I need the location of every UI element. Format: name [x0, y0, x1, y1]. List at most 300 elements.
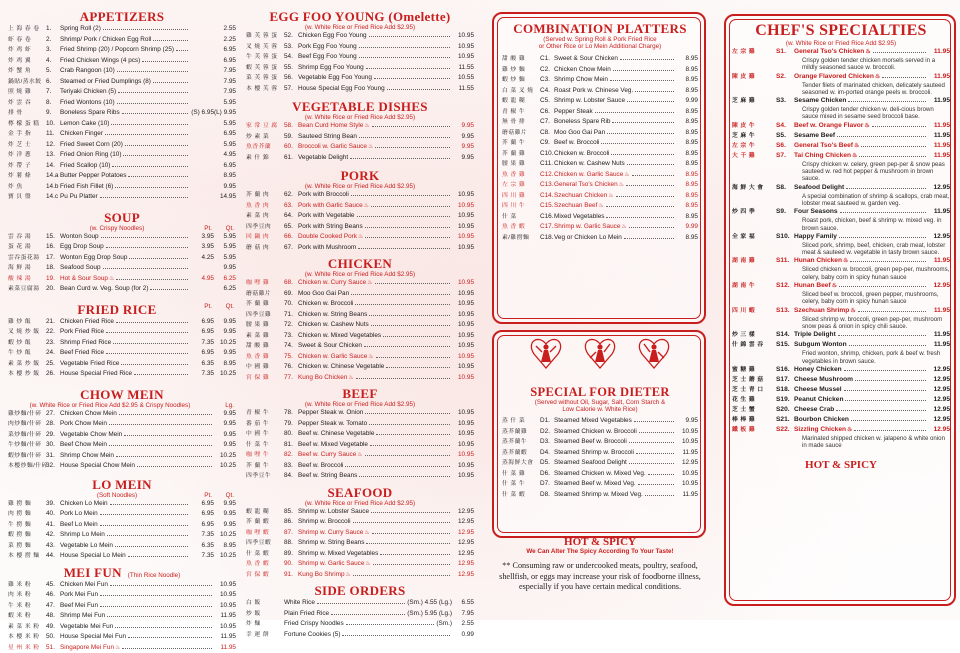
item-code: 41.: [46, 520, 60, 530]
menu-item-row[interactable]: [8, 129, 236, 140]
item-name: House Special Fried Rice: [60, 369, 132, 379]
item-code: C11.: [540, 159, 554, 169]
menu-item-row[interactable]: [8, 108, 236, 119]
chef-item-row[interactable]: [732, 415, 950, 425]
menu-item-row[interactable]: [8, 430, 236, 441]
menu-item-row[interactable]: [502, 212, 698, 223]
leader-dots: [353, 518, 450, 523]
chinese-name: 咖 哩 雞: [246, 279, 284, 289]
menu-item-row[interactable]: [8, 643, 236, 653]
menu-item-row[interactable]: [502, 149, 698, 160]
item-code: C16.: [540, 212, 554, 222]
chef-item: [732, 131, 950, 141]
item-code: 8.: [46, 98, 60, 108]
menu-item-row[interactable]: [8, 35, 236, 46]
chicken-title: CHICKEN: [246, 257, 474, 271]
item-code: S16.: [776, 365, 794, 374]
item-name: Shrimp w. String Beans: [298, 538, 364, 548]
leader-dots: [359, 133, 450, 138]
menu-item-row[interactable]: [502, 490, 698, 501]
menu-item-row[interactable]: [8, 98, 236, 109]
menu-item-row[interactable]: [8, 24, 236, 35]
item-name: Szechuan Shrimp: [794, 306, 849, 315]
menu-item-row[interactable]: [8, 369, 236, 380]
item-name: Steamed Chicken w. Broccoli: [554, 427, 637, 437]
price: 4.95: [214, 150, 236, 160]
menu-item-row[interactable]: [8, 317, 236, 328]
menu-item-row[interactable]: [502, 437, 698, 448]
menu-item-row[interactable]: [246, 190, 474, 201]
leader-dots: [153, 78, 188, 83]
menu-item-row[interactable]: [246, 289, 474, 300]
menu-item-row[interactable]: [8, 327, 236, 338]
menu-item-row[interactable]: [8, 580, 236, 591]
chinese-name: 咖 哩 蝦: [246, 529, 284, 539]
menu-item-row[interactable]: [246, 211, 474, 222]
chinese-name: 魚 香 蝦: [246, 560, 284, 570]
chinese-name: 花 生 雞: [732, 396, 776, 405]
item-code: 47.: [46, 601, 60, 611]
chinese-name: 蜜 糖 雞: [732, 366, 776, 375]
item-code: 69.: [284, 289, 298, 299]
item-name: Shrimp Lo Mein: [60, 530, 105, 540]
item-description: Marinated shipped chicken w. jalapeno & white onion in made sauce: [732, 435, 950, 450]
price: 11.95: [928, 330, 950, 339]
menu-item-row[interactable]: [246, 278, 474, 289]
menu-item-row[interactable]: [8, 242, 236, 253]
item-name: Fried Shrimp (20) / Popcorn Shrimp (25): [60, 45, 174, 55]
chef-item-row[interactable]: [732, 306, 950, 316]
item-description: Sliced chicken w. broccoli, green pep-per, mushrooms, celery, baby corn in spicy hunan sauce: [732, 266, 950, 281]
item-name: Beef w. Mixed Vegetable: [298, 440, 368, 450]
item-description: Fried wonton, shrimp, chicken, pork & beef w. fresh vegetables in brown sauce.: [732, 350, 950, 365]
item-code: C2.: [540, 65, 554, 75]
leader-dots: [371, 321, 450, 326]
price: 6.55: [452, 598, 474, 608]
menu-item-row[interactable]: [246, 461, 474, 472]
menu-item-row[interactable]: [246, 471, 474, 482]
menu-item-row[interactable]: [246, 598, 474, 609]
menu-item-row[interactable]: [8, 192, 236, 203]
menu-item-row[interactable]: [246, 320, 474, 331]
item-name: Sesame Beef: [794, 131, 835, 140]
menu-item-row[interactable]: [8, 171, 236, 182]
chinese-name: 蘑菇雞片: [502, 129, 540, 139]
menu-item-row[interactable]: [8, 530, 236, 541]
chinese-name: 蛋 花 湯: [8, 243, 46, 253]
chow-mein-col2: Lg.: [212, 402, 234, 409]
item-name: Shrimp w. Lobster Sauce: [298, 507, 369, 517]
menu-item-row[interactable]: [246, 63, 474, 74]
leader-dots: [107, 612, 212, 617]
menu-item-row[interactable]: [502, 416, 698, 427]
menu-item-row[interactable]: [8, 140, 236, 151]
menu-item-row[interactable]: [8, 150, 236, 161]
menu-item-row[interactable]: [8, 56, 236, 67]
chef-item-row[interactable]: [732, 365, 950, 375]
chef-item-row[interactable]: [732, 232, 950, 242]
item-name: Pepper Steak w. Onion: [298, 408, 363, 418]
chef-item-row[interactable]: [732, 405, 950, 415]
price: 9.95: [214, 409, 236, 419]
price: 10.95: [452, 461, 474, 471]
menu-item-row[interactable]: [246, 222, 474, 233]
chef-item-row[interactable]: [732, 281, 950, 291]
chinese-name: 叉 燒 芙 蓉: [246, 43, 284, 53]
menu-item-row[interactable]: [246, 559, 474, 570]
appetizers-title: APPETIZERS: [8, 10, 236, 24]
leader-dots: [317, 599, 405, 604]
item-name: Lemon Cake (10): [60, 119, 109, 129]
item-code: 4.: [46, 56, 60, 66]
menu-item-row[interactable]: [8, 499, 236, 510]
chinese-name: 素 菜 雞: [246, 332, 284, 342]
menu-item-row[interactable]: [8, 274, 236, 285]
item-code: C17.: [540, 222, 554, 232]
menu-item-row[interactable]: [246, 538, 474, 549]
price: 9.95: [214, 430, 236, 440]
chef-item-row[interactable]: [732, 151, 950, 161]
item-name: Vegetable Chow Mein: [60, 430, 122, 440]
leader-dots: [601, 139, 674, 144]
menu-item-row[interactable]: [8, 509, 236, 520]
item-code: 19.: [46, 274, 60, 284]
menu-item-row[interactable]: [246, 132, 474, 143]
menu-item-row[interactable]: [246, 630, 474, 641]
menu-item-row[interactable]: [502, 448, 698, 459]
menu-item-row[interactable]: [246, 440, 474, 451]
chef-item-row[interactable]: [732, 330, 950, 340]
item-name: Beef w. Orange Flavor: [794, 121, 863, 130]
pork-subtitle: (w. White Rice or Fried Rice Add $2.95): [246, 183, 474, 190]
leader-dots: [839, 233, 926, 238]
menu-item-row[interactable]: [246, 232, 474, 243]
chinese-name: 芝 士 蟹: [732, 406, 776, 415]
soup-subtitle: (w. Crispy Noodles): [8, 225, 190, 232]
item-code: 25.: [46, 359, 60, 369]
hot-pepper-icon: ♨: [358, 233, 363, 243]
price-small: 3.95: [190, 232, 214, 242]
menu-item-row[interactable]: [246, 450, 474, 461]
leader-dots: [369, 420, 450, 425]
chinese-name: 炸 薯 條: [8, 172, 46, 182]
price: 10.95: [676, 437, 698, 447]
leader-dots: [124, 431, 212, 436]
menu-item-row[interactable]: [246, 73, 474, 84]
chef-item-row[interactable]: [732, 385, 950, 395]
leader-dots: [153, 36, 188, 41]
chinese-name: 蒸海鮮大會: [502, 459, 540, 469]
item-name: Roast Pork w. Chinese Veg.: [554, 86, 633, 96]
leader-dots: [844, 366, 926, 371]
menu-item-row[interactable]: [8, 440, 236, 451]
price: 6.25: [214, 284, 236, 294]
item-name: Chicken Finger: [60, 129, 103, 139]
price: 7.95: [452, 609, 474, 619]
chef-item-row[interactable]: [732, 207, 950, 217]
leader-dots: [372, 122, 450, 127]
item-code: 18.: [46, 263, 60, 273]
menu-item-row[interactable]: [246, 84, 474, 95]
menu-item-row[interactable]: [8, 263, 236, 274]
item-name: Wonton Soup: [60, 232, 99, 242]
menu-item-row[interactable]: [502, 427, 698, 438]
chinese-name: 腰 果 雞: [246, 321, 284, 331]
menu-item-row[interactable]: [8, 611, 236, 622]
price: 11.95: [928, 131, 950, 140]
item-code: S20.: [776, 405, 794, 414]
menu-item-row[interactable]: [502, 180, 698, 191]
menu-item-row[interactable]: [8, 451, 236, 462]
item-code: S1.: [776, 47, 794, 56]
hot-spicy-note-tagline: We Can Alter The Spicy According To Your Taste!: [496, 548, 704, 555]
chinese-name: 鍋貼/蒸水餃: [8, 78, 46, 88]
chinese-name: 炸 雲 吞: [8, 99, 46, 109]
chef-item: [732, 425, 950, 450]
chef-item-row[interactable]: [732, 141, 950, 151]
menu-item-row[interactable]: [502, 65, 698, 76]
item-name: Beef Lo Mein: [60, 520, 98, 530]
item-name: Fried Fish Fillet (6): [60, 182, 113, 192]
item-code: 45.: [46, 580, 60, 590]
price: 2.55: [214, 24, 236, 34]
menu-item-row[interactable]: [8, 541, 236, 552]
leader-dots: [342, 631, 450, 636]
chinese-name: 芝 士 青 口: [732, 386, 776, 395]
item-code: S5.: [776, 131, 794, 140]
price-small: 7.35: [190, 530, 214, 540]
chinese-name: 陳 皮 牛: [732, 122, 776, 131]
egg-foo-young-title: EGG FOO YOUNG (Omelette): [246, 10, 474, 24]
menu-item-row[interactable]: [502, 96, 698, 107]
menu-item-row[interactable]: [8, 622, 236, 633]
chinese-name: 什 菜 雞: [502, 470, 540, 480]
price: 10.25: [214, 461, 236, 471]
menu-item-row[interactable]: [8, 45, 236, 56]
menu-item-row[interactable]: [502, 469, 698, 480]
menu-item-row[interactable]: [502, 117, 698, 128]
leader-dots: [846, 184, 926, 189]
menu-item-row[interactable]: [246, 331, 474, 342]
menu-item-row[interactable]: [246, 570, 474, 581]
price: 10.95: [452, 232, 474, 242]
hot-pepper-icon: ♨: [364, 122, 369, 132]
price: 10.55: [452, 73, 474, 83]
menu-item-row[interactable]: [502, 458, 698, 469]
price: 12.95: [452, 570, 474, 580]
chinese-name: 牛 芙 蓉 蛋: [246, 53, 284, 63]
chinese-name: 叉 燒 炒 飯: [8, 328, 46, 338]
menu-item-row[interactable]: [8, 551, 236, 562]
chinese-name: 中 國 雞: [246, 363, 284, 373]
menu-item-row[interactable]: [246, 31, 474, 42]
menu-item-row[interactable]: [8, 119, 236, 130]
chinese-name: 炸 蟹 角: [8, 67, 46, 77]
item-code: 48.: [46, 611, 60, 621]
menu-item-row[interactable]: [246, 201, 474, 212]
price-small: 6.35: [190, 541, 214, 551]
leader-dots: [610, 76, 674, 81]
menu-item-row[interactable]: [502, 159, 698, 170]
menu-item-row[interactable]: [502, 128, 698, 139]
menu-item-row[interactable]: [246, 310, 474, 321]
item-name: Cheese Crab: [794, 405, 834, 414]
item-code: S3.: [776, 96, 794, 105]
leader-dots: [611, 150, 674, 155]
chef-item-row[interactable]: [732, 131, 950, 141]
menu-item-row[interactable]: [8, 253, 236, 264]
menu-item-row[interactable]: [8, 182, 236, 193]
menu-item-row[interactable]: [502, 86, 698, 97]
price: 12.95: [928, 405, 950, 414]
menu-item-row[interactable]: [246, 517, 474, 528]
chef-item-row[interactable]: [732, 183, 950, 193]
menu-item-row[interactable]: [8, 359, 236, 370]
price: 10.95: [452, 222, 474, 232]
menu-item-row[interactable]: [8, 338, 236, 349]
price: 10.95: [452, 310, 474, 320]
menu-item-row[interactable]: [8, 284, 236, 295]
chinese-name: 排 骨: [8, 109, 46, 119]
menu-item-row[interactable]: [8, 232, 236, 243]
menu-item-row[interactable]: [246, 609, 474, 620]
chef-item-row[interactable]: [732, 340, 950, 350]
item-name: Steamed Shrimp w. Broccoli: [554, 448, 634, 458]
item-code: 78.: [284, 408, 298, 418]
menu-item-row[interactable]: [502, 170, 698, 181]
chef-item-row[interactable]: [732, 395, 950, 405]
chinese-name: 蝦 炒 飯: [8, 339, 46, 349]
menu-item-row[interactable]: [8, 419, 236, 430]
price: 10.95: [214, 580, 236, 590]
item-name: Plain Fried Rice: [284, 609, 329, 619]
item-name: Moo Goo Gai Pan: [298, 289, 349, 299]
menu-item-row[interactable]: [502, 191, 698, 202]
item-code: 85.: [284, 507, 298, 517]
item-name: Peanut Chicken: [794, 395, 843, 404]
dieter-title: SPECIAL FOR DIETER: [496, 385, 704, 399]
fried-rice-col2: Qt.: [212, 303, 234, 317]
menu-item-row[interactable]: [8, 520, 236, 531]
price: 9.95: [676, 416, 698, 426]
price-small: 6.95: [190, 348, 214, 358]
menu-item-row[interactable]: [246, 528, 474, 539]
menu-item-row[interactable]: [246, 429, 474, 440]
menu-item-row[interactable]: [502, 201, 698, 212]
menu-item-row[interactable]: [502, 107, 698, 118]
menu-item-row[interactable]: [246, 362, 474, 373]
seafood-subtitle: (w. White Rice or Fried Rice Add $2.95): [246, 500, 474, 507]
item-name: Chicken w. Mixed Vegetables: [298, 331, 381, 341]
item-code: S9.: [776, 207, 794, 216]
leader-dots: [840, 208, 926, 213]
chinese-name: 咖 哩 牛: [246, 451, 284, 461]
price: 10.95: [452, 408, 474, 418]
menu-item-row[interactable]: [246, 341, 474, 352]
item-code: S17.: [776, 375, 794, 384]
menu-item-row[interactable]: [8, 632, 236, 643]
chinese-name: 四 川 雞: [502, 192, 540, 202]
menu-item-row[interactable]: [502, 233, 698, 244]
item-name: Pork with Vegetable: [298, 211, 355, 221]
price: 10.95: [452, 450, 474, 460]
chef-item-row[interactable]: [732, 96, 950, 106]
chef-item-row[interactable]: [732, 47, 950, 57]
menu-item-row[interactable]: [246, 373, 474, 384]
menu-item-row[interactable]: [502, 75, 698, 86]
chinese-name: 素 什 錦: [246, 154, 284, 164]
price: 10.25: [214, 451, 236, 461]
menu-item-row[interactable]: [8, 87, 236, 98]
chicken-list: [246, 278, 474, 383]
chef-item-row[interactable]: [732, 72, 950, 82]
item-size: (Sm.) 4.55 (Lg.): [407, 598, 452, 608]
menu-item-row[interactable]: [246, 52, 474, 63]
item-name: Hot & Sour Soup: [60, 274, 108, 284]
menu-item-row[interactable]: [502, 479, 698, 490]
leader-dots: [110, 581, 212, 586]
menu-item-row[interactable]: [246, 352, 474, 363]
item-name: Pork Lo Mein: [60, 509, 98, 519]
chef-item-row[interactable]: [732, 375, 950, 385]
menu-item-row[interactable]: [246, 507, 474, 518]
menu-item-row[interactable]: [246, 243, 474, 254]
menu-item-row[interactable]: [246, 153, 474, 164]
mei-fun-subtitle: (Thin Rice Noodle): [128, 572, 181, 579]
price: 10.95: [676, 469, 698, 479]
chef-item-row[interactable]: [732, 425, 950, 435]
price-small: 7.35: [190, 551, 214, 561]
menu-item-row[interactable]: [8, 348, 236, 359]
chinese-name: 寶 貝 盤: [8, 193, 46, 203]
item-code: 46.: [46, 590, 60, 600]
menu-item-row[interactable]: [246, 121, 474, 132]
item-name: Pork Fried Rice: [60, 327, 104, 337]
menu-item-row[interactable]: [246, 408, 474, 419]
menu-item-row[interactable]: [8, 461, 236, 472]
menu-item-row[interactable]: [8, 66, 236, 77]
menu-item-row[interactable]: [246, 619, 474, 630]
menu-item-row[interactable]: [8, 601, 236, 612]
menu-item-row[interactable]: [246, 419, 474, 430]
menu-item-row[interactable]: [246, 42, 474, 53]
price: 10.95: [214, 622, 236, 632]
menu-item-row[interactable]: [246, 549, 474, 560]
menu-item-row[interactable]: [8, 409, 236, 420]
leader-dots: [365, 409, 450, 414]
mei-fun-title: MEI FUN: [64, 566, 122, 580]
leader-dots: [353, 571, 450, 576]
item-name: Szechuan Beef: [554, 201, 597, 211]
menu-item-row[interactable]: [8, 77, 236, 88]
chef-item-row[interactable]: [732, 121, 950, 131]
menu-item-row[interactable]: [246, 142, 474, 153]
menu-item-row[interactable]: [502, 222, 698, 233]
menu-item-row[interactable]: [8, 590, 236, 601]
menu-item-row[interactable]: [246, 299, 474, 310]
item-code: 66.: [284, 232, 298, 242]
side-orders-list: [246, 598, 474, 640]
menu-item-row[interactable]: [8, 161, 236, 172]
menu-item-row[interactable]: [502, 138, 698, 149]
item-code: S18.: [776, 385, 794, 394]
menu-item-row[interactable]: [502, 54, 698, 65]
leader-dots: [176, 46, 188, 51]
seafood-title: SEAFOOD: [246, 486, 474, 500]
price: 0.99: [452, 630, 474, 640]
chef-item-row[interactable]: [732, 256, 950, 266]
price: 12.95: [928, 375, 950, 384]
